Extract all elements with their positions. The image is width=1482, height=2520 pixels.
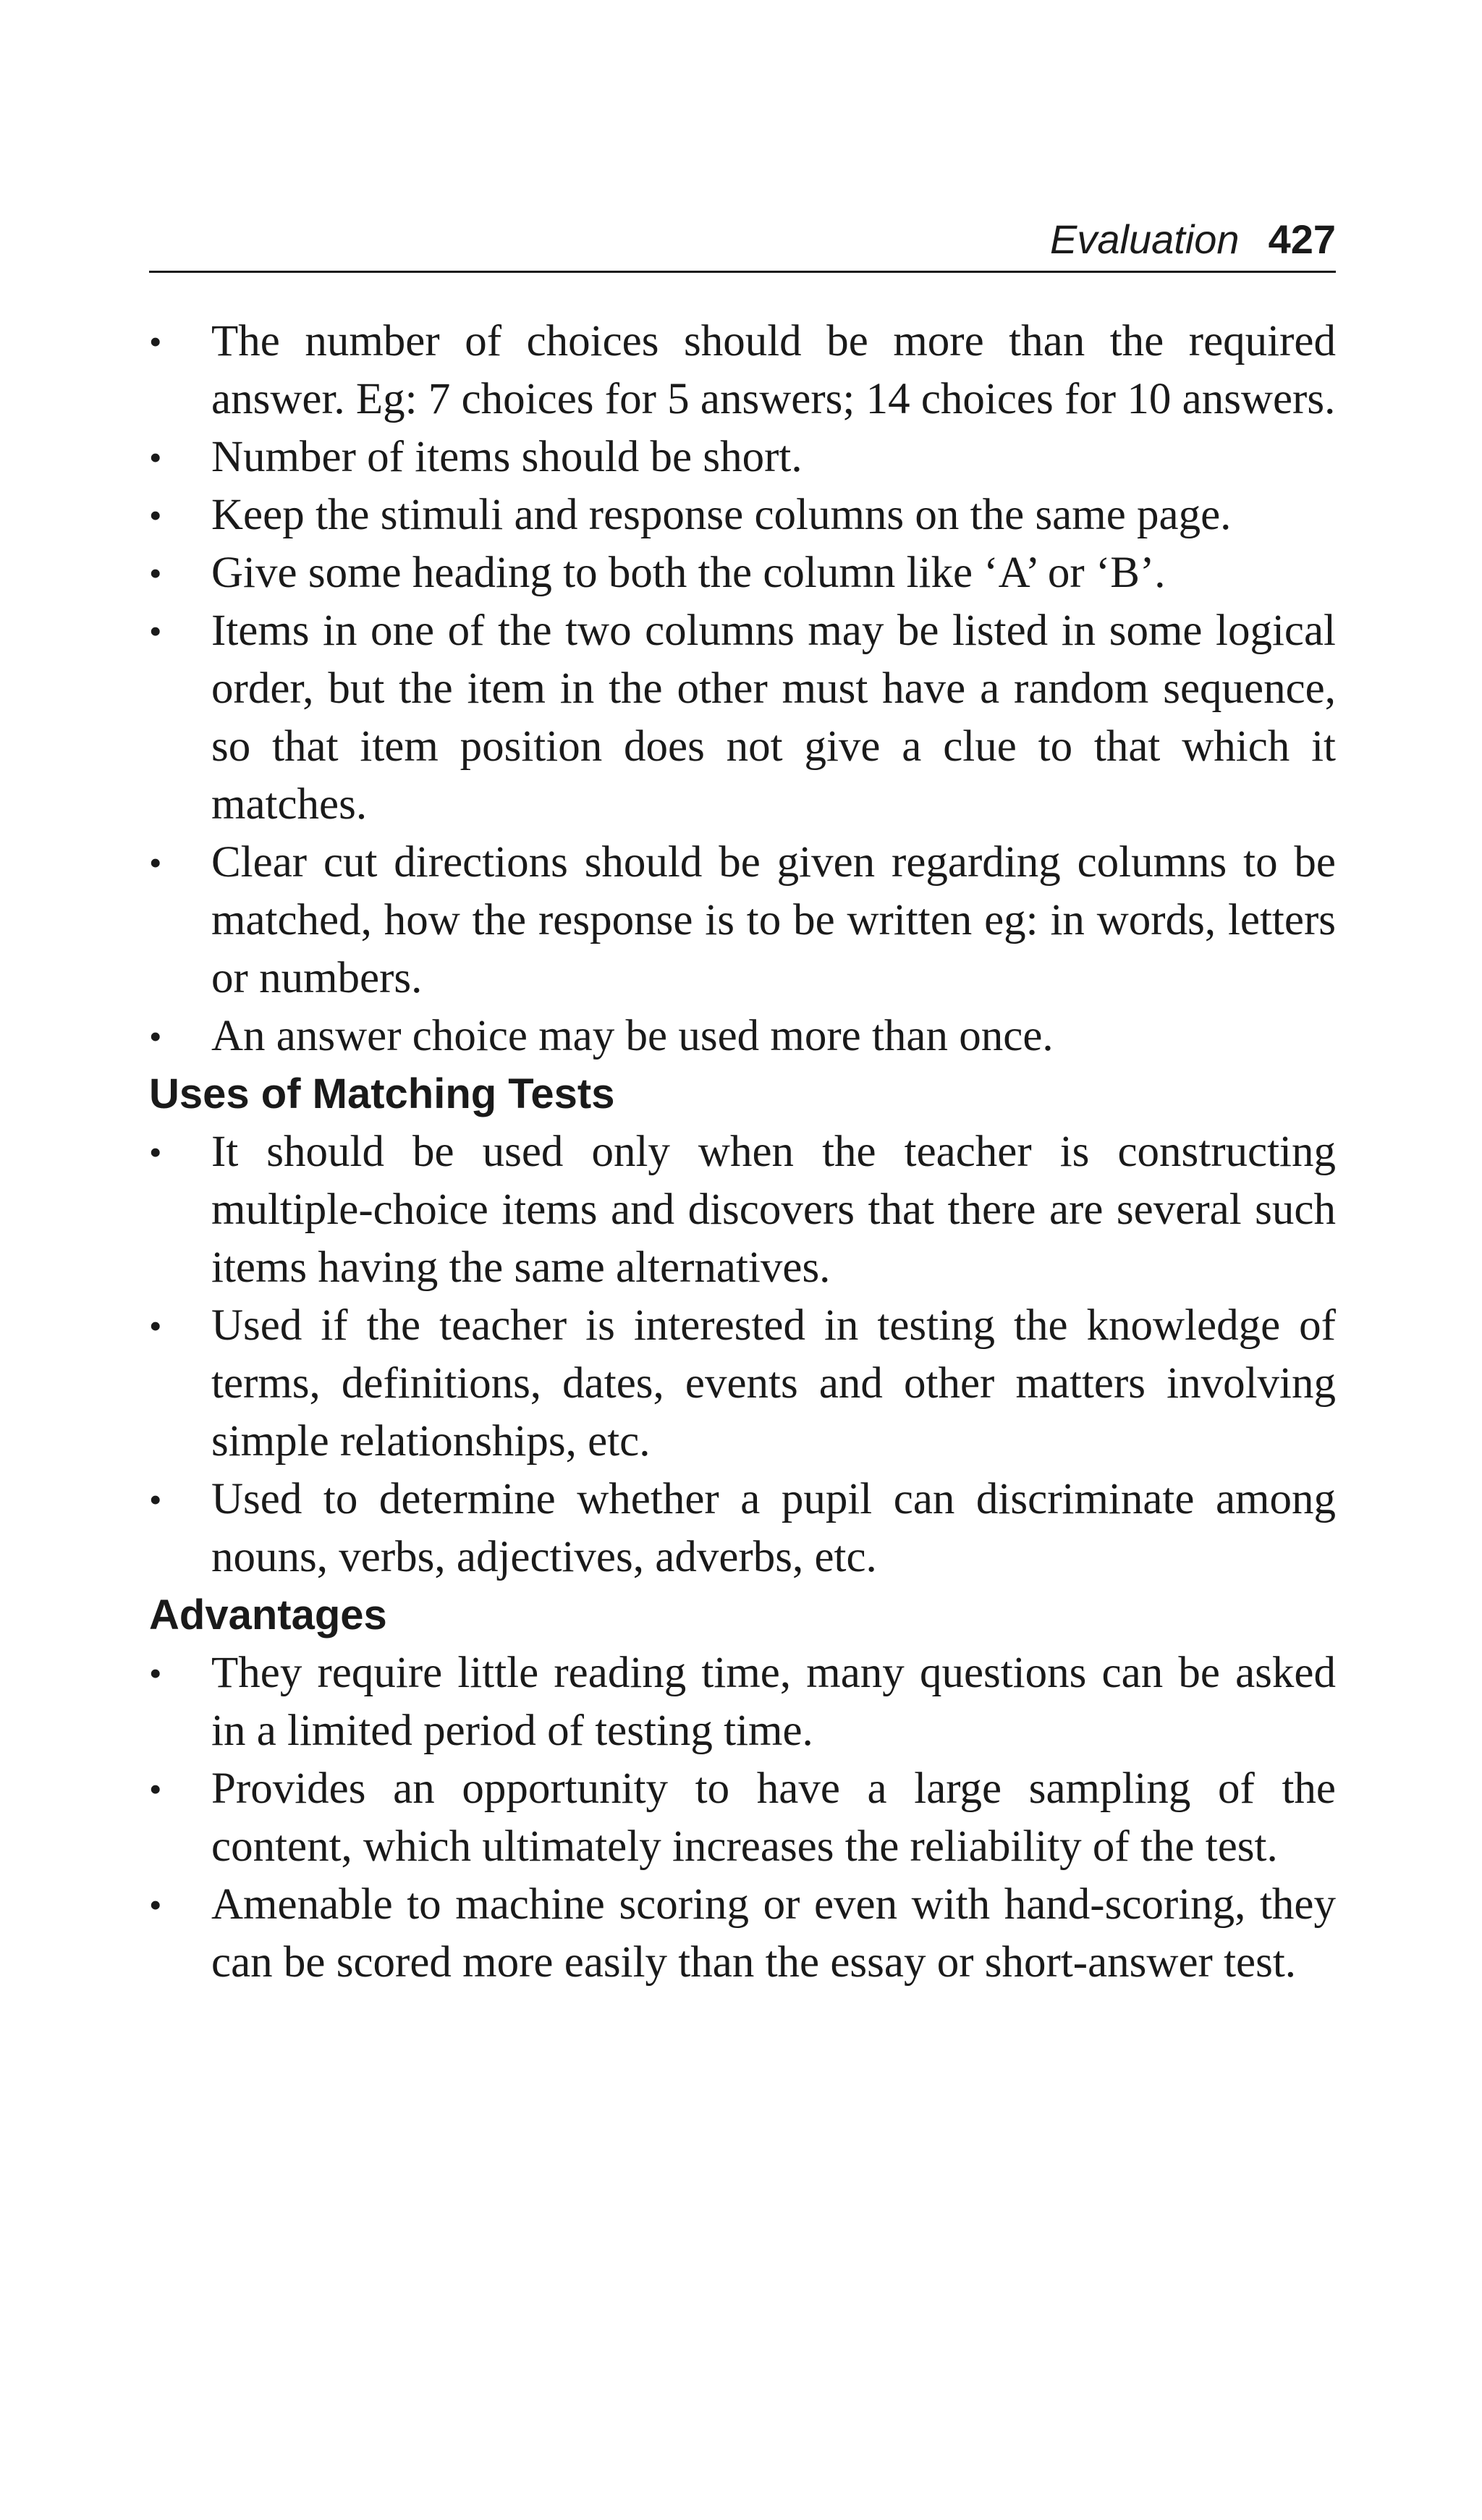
list-item-text: An answer choice may be used more than once. <box>211 1012 1054 1060</box>
bullet-icon: • <box>149 1479 162 1520</box>
list-item-text: The number of choices should be more than the required answer. Eg: 7 choices for 5 answers; 14 choices for 10 answers. <box>211 317 1336 423</box>
list-item-text: Used if the teacher is interested in testing the knowledge of terms, definitions, dates, events and other matters involving simple relationships, etc. <box>211 1301 1336 1466</box>
list-item <box>149 544 1336 602</box>
bullet-icon: • <box>149 1306 162 1346</box>
running-head-section-name: Evaluation <box>1050 216 1240 262</box>
list-item <box>149 1007 1336 1065</box>
page-body <box>149 313 1336 1992</box>
list-item <box>149 1123 1336 1297</box>
list-item-text: They require little reading time, many questions can be asked in a limited period of testing time. <box>211 1649 1336 1755</box>
bullet-icon: • <box>149 1016 162 1057</box>
bullet-icon: • <box>149 611 162 651</box>
list-item-text: Give some heading to both the column like ‘A’ or ‘B’. <box>211 549 1166 597</box>
header-rule-divider <box>149 271 1336 273</box>
bullet-icon: • <box>149 1769 162 1809</box>
page-number: 427 <box>1268 216 1336 262</box>
list-item <box>149 1760 1336 1876</box>
bullet-icon: • <box>149 1132 162 1172</box>
list-item-text: It should be used only when the teacher is constructing multiple-choice items and discovers that there are several such items having the same alternatives. <box>211 1128 1336 1292</box>
bullet-icon: • <box>149 495 162 536</box>
list-item <box>149 834 1336 1007</box>
bullet-icon: • <box>149 553 162 593</box>
list-item <box>149 1644 1336 1760</box>
list-item-text: Used to determine whether a pupil can discriminate among nouns, verbs, adjectives, adverbs, etc. <box>211 1475 1336 1581</box>
uses-section-heading: Uses of Matching Tests <box>149 1070 615 1117</box>
list-item <box>149 428 1336 486</box>
advantages-section-heading: Advantages <box>149 1591 387 1639</box>
list-item <box>149 1876 1336 1992</box>
list-item <box>149 313 1336 428</box>
list-item <box>149 602 1336 834</box>
bullet-icon: • <box>149 321 162 362</box>
list-item <box>149 1297 1336 1471</box>
bullet-icon: • <box>149 1653 162 1694</box>
list-item-text: Clear cut directions should be given regarding columns to be matched, how the response is to be written eg: in words, letters or numbers. <box>211 838 1336 1002</box>
list-item-text: Provides an opportunity to have a large sampling of the content, which ultimately increases the reliability of the test. <box>211 1764 1336 1871</box>
running-head <box>149 214 1336 265</box>
list-item-text: Keep the stimuli and response columns on the same page. <box>211 491 1232 539</box>
list-item <box>149 486 1336 544</box>
uses-bullet-list <box>149 1123 1336 1586</box>
list-item-text: Number of items should be short. <box>211 433 803 481</box>
bullet-icon: • <box>149 842 162 883</box>
advantages-bullet-list <box>149 1644 1336 1992</box>
list-item-text: Amenable to machine scoring or even with hand-scoring, they can be scored more easily than the essay or short-answer test. <box>211 1880 1336 1987</box>
bullet-icon: • <box>149 1885 162 1925</box>
list-item <box>149 1471 1336 1586</box>
bullet-icon: • <box>149 437 162 478</box>
intro-bullet-list <box>149 313 1336 1065</box>
list-item-text: Items in one of the two columns may be listed in some logical order, but the item in the other must have a random sequence, so that item position does not give a clue to that which it matches. <box>211 606 1336 829</box>
